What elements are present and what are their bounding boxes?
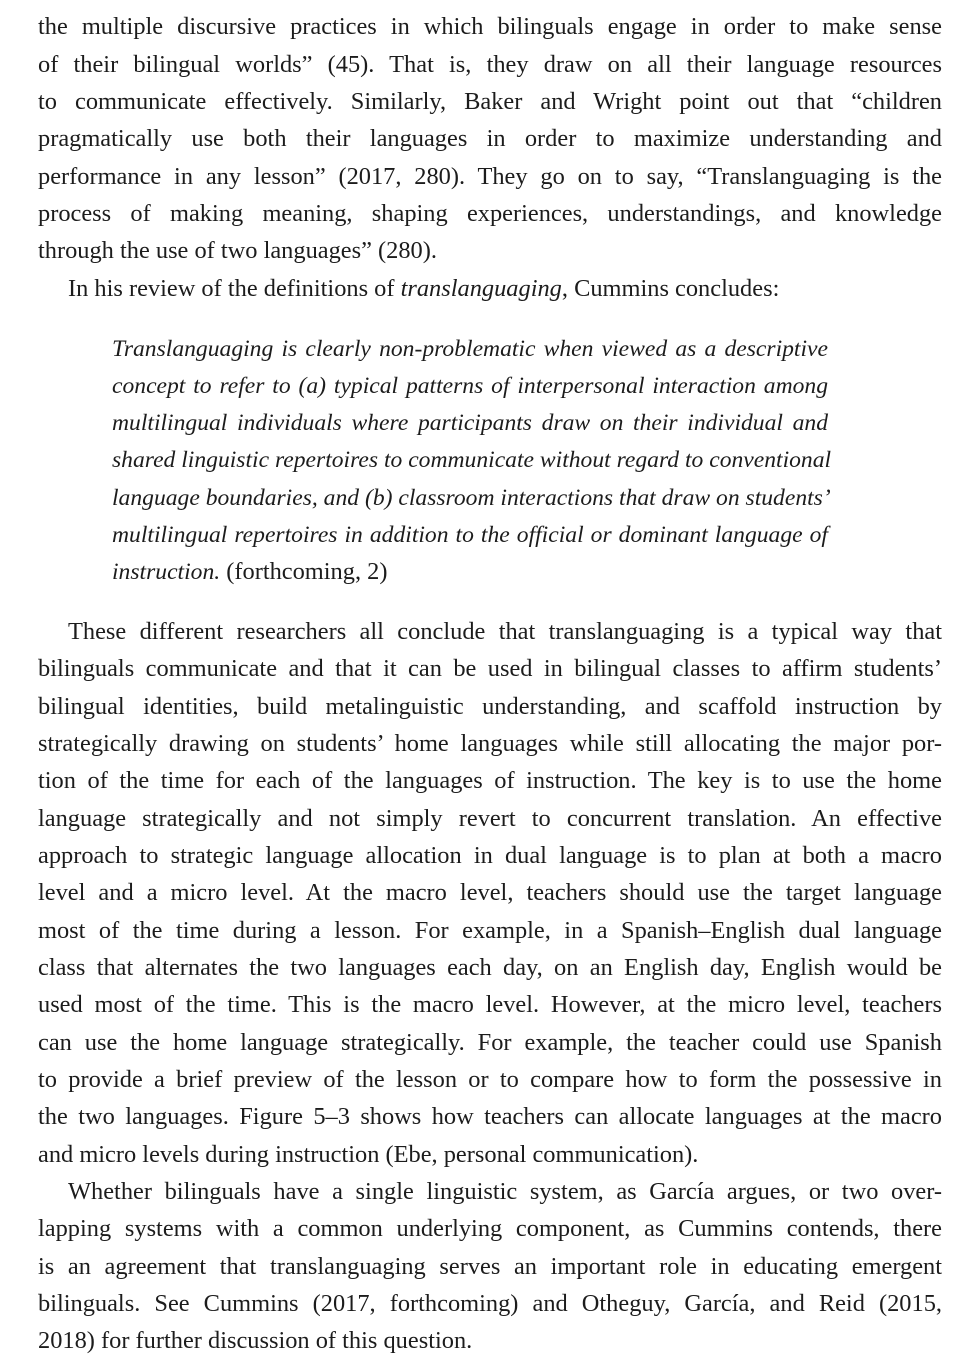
text-line: Whether bilinguals have a single linguistic system, as García argues, or two over- xyxy=(68,1178,942,1205)
text-run: , Cummins concludes: xyxy=(561,275,780,302)
quote-line xyxy=(112,556,387,588)
text-line: pragmatically use both their languages in order to maximize understanding and xyxy=(38,125,942,152)
text-line: the two languages. Figure 5–3 shows how teachers can allocate languages at the macro xyxy=(38,1103,942,1130)
text-line: performance in any lesson” (2017, 280). They go on to say, “Translanguaging is the xyxy=(38,163,942,190)
text-line: can use the home language strategically. For example, the teacher could use Spanish xyxy=(38,1029,942,1056)
text-line: 2018) for further discussion of this question. xyxy=(38,1327,473,1354)
text-line: most of the time during a lesson. For example, in a Spanish–English dual language xyxy=(38,917,942,944)
text-line: bilinguals. See Cummins (2017, forthcoming) and Otheguy, García, and Reid (2015, xyxy=(38,1290,942,1317)
text-line: to communicate effectively. Similarly, Baker and Wright point out that “children xyxy=(38,88,942,115)
text-line: is an agreement that translanguaging serves an important role in educating emergent xyxy=(38,1253,942,1280)
text-line: used most of the time. This is the macro level. However, at the micro level, teachers xyxy=(38,991,942,1018)
text-line: These different researchers all conclude that translanguaging is a typical way that xyxy=(68,618,942,645)
text-run: In his review of the definitions of xyxy=(68,275,401,302)
quote-line: language boundaries, and (b) classroom interactions that draw on students’ xyxy=(112,485,831,511)
text-line: class that alternates the two languages each day, on an English day, English would be xyxy=(38,954,942,981)
text-line: to provide a brief preview of the lesson or to compare how to form the possessive in xyxy=(38,1066,942,1093)
quote-line: Translanguaging is clearly non-problematic when viewed as a descriptive xyxy=(112,336,828,362)
text-line: through the use of two languages” (280). xyxy=(38,237,437,264)
text-line: bilinguals communicate and that it can be used in bilingual classes to affirm students’ xyxy=(38,655,942,682)
quote-line: multilingual repertoires in addition to the official or dominant language of xyxy=(112,522,828,548)
text-line: lapping systems with a common underlying component, as Cummins contends, there xyxy=(38,1215,942,1242)
term-translanguaging: translanguaging xyxy=(400,275,562,302)
text-line: the multiple discursive practices in which bilinguals engage in order to make sense xyxy=(38,13,942,40)
quote-line: concept to refer to (a) typical patterns of interpersonal interaction among xyxy=(112,373,828,399)
text-run: instruction. xyxy=(112,559,221,585)
text-line: language strategically and not simply revert to concurrent translation. An effective xyxy=(38,805,942,832)
text-line: approach to strategic language allocation in dual language is to plan at both a macro xyxy=(38,842,942,869)
quote-lead-in xyxy=(68,273,779,305)
text-line: tion of the time for each of the languages of instruction. The key is to use the home xyxy=(38,767,942,794)
text-line: bilingual identities, build metalinguistic understanding, and scaffold instruction by xyxy=(38,693,942,720)
text-line: and micro levels during instruction (Ebe, personal communication). xyxy=(38,1141,699,1168)
text-line: of their bilingual worlds” (45). That is, they draw on all their language resources xyxy=(38,51,942,78)
text-line: level and a micro level. At the macro level, teachers should use the target language xyxy=(38,879,942,906)
text-line: process of making meaning, shaping experiences, understandings, and knowledge xyxy=(38,200,942,227)
quote-citation: (forthcoming, 2) xyxy=(220,558,388,585)
quote-line: multilingual individuals where participants draw on their individual and xyxy=(112,410,828,436)
quote-line: shared linguistic repertoires to communicate without regard to conventional xyxy=(112,447,832,473)
text-line: strategically drawing on students’ home languages while still allocating the major por- xyxy=(38,730,942,757)
